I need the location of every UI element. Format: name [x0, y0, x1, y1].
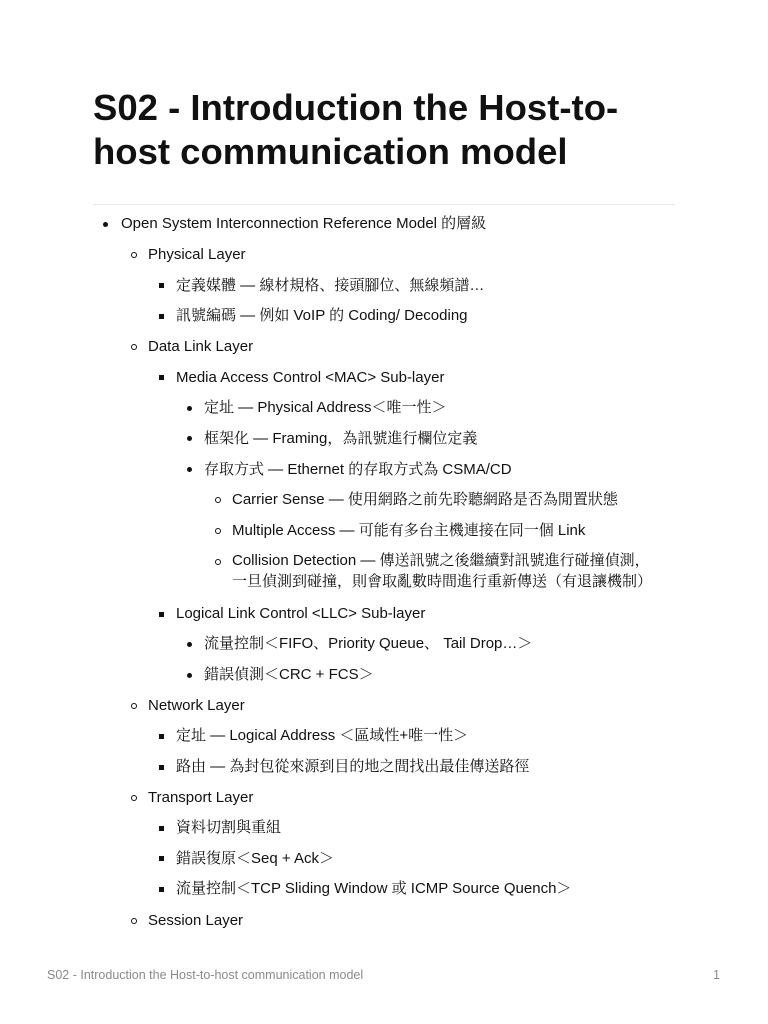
list-item: 框架化 — Framing，為訊號進行欄位定義	[204, 430, 478, 447]
list-item: Logical Link Control <LLC> Sub-layer	[176, 605, 426, 622]
bullet-square	[159, 765, 164, 770]
bullet-square	[159, 887, 164, 892]
list-item: 存取方式 — Ethernet 的存取方式為 CSMA/CD	[204, 461, 512, 478]
list-item: 定址 — Physical Address＜唯一性＞	[204, 399, 447, 416]
bullet-square	[159, 283, 164, 288]
list-item: 流量控制＜FIFO、Priority Queue、 Tail Drop…＞	[204, 635, 533, 652]
list-item: Multiple Access — 可能有多台主機連接在同一個 Link	[232, 522, 586, 539]
bullet-disc	[187, 467, 192, 472]
list-item: Carrier Sense — 使用網路之前先聆聽網路是否為閒置狀態	[232, 491, 618, 508]
bullet-square	[159, 734, 164, 739]
bullet-disc	[187, 642, 192, 647]
list-item: 定址 — Logical Address ＜區域性+唯一性＞	[176, 727, 469, 744]
bullet-square	[159, 826, 164, 831]
bullet-circle	[131, 795, 137, 801]
page-title: S02 - Introduction the Host-to-host communication model	[93, 87, 619, 172]
bullet-square	[159, 612, 164, 617]
bullet-square	[159, 375, 164, 380]
list-item: Collision Detection — 傳送訊號之後繼續對訊號進行碰撞偵測，	[232, 552, 650, 569]
list-item: Network Layer	[148, 697, 245, 714]
list-item: 流量控制＜TCP Sliding Window 或 ICMP Source Quench＞	[176, 880, 572, 897]
bullet-disc	[187, 436, 192, 441]
list-item: 錯誤偵測＜CRC + FCS＞	[204, 666, 374, 683]
list-item: Session Layer	[148, 912, 244, 929]
list-item: 路由 — 為封包從來源到目的地之間找出最佳傳送路徑	[176, 758, 530, 775]
list-item-continuation: 一旦偵測到碰撞，則會取亂數時間進行重新傳送（有退讓機制）	[232, 573, 653, 590]
bullet-square	[159, 314, 164, 319]
bullet-disc	[187, 673, 192, 678]
footer-title: S02 - Introduction the Host-to-host communication model	[47, 968, 364, 982]
list-item: 錯誤復原＜Seq + Ack＞	[176, 850, 334, 867]
title-divider	[93, 204, 675, 205]
list-item: Data Link Layer	[148, 338, 254, 355]
bullet-square	[159, 856, 164, 861]
bullet-circle	[215, 497, 221, 503]
list-item: Transport Layer	[148, 789, 254, 806]
list-item: Physical Layer	[148, 246, 246, 263]
bullet-circle	[215, 528, 221, 534]
list-item: 訊號編碼 — 例如 VoIP 的 Coding/ Decoding	[176, 307, 468, 324]
bullet-disc	[187, 406, 192, 411]
bullet-circle	[131, 918, 137, 924]
page-number: 1	[713, 968, 720, 982]
list-item: 定義媒體 — 線材規格、接頭腳位、無線頻譜…	[176, 277, 485, 294]
list-item: Open System Interconnection Reference Model 的層級	[121, 215, 487, 232]
bullet-circle	[131, 344, 137, 350]
list-item: 資料切割與重組	[176, 819, 282, 836]
bullet-circle	[215, 559, 221, 565]
bullet-circle	[131, 252, 137, 258]
list-item: Media Access Control <MAC> Sub-layer	[176, 369, 445, 386]
bullet-disc	[103, 222, 108, 227]
bullet-circle	[131, 703, 137, 709]
